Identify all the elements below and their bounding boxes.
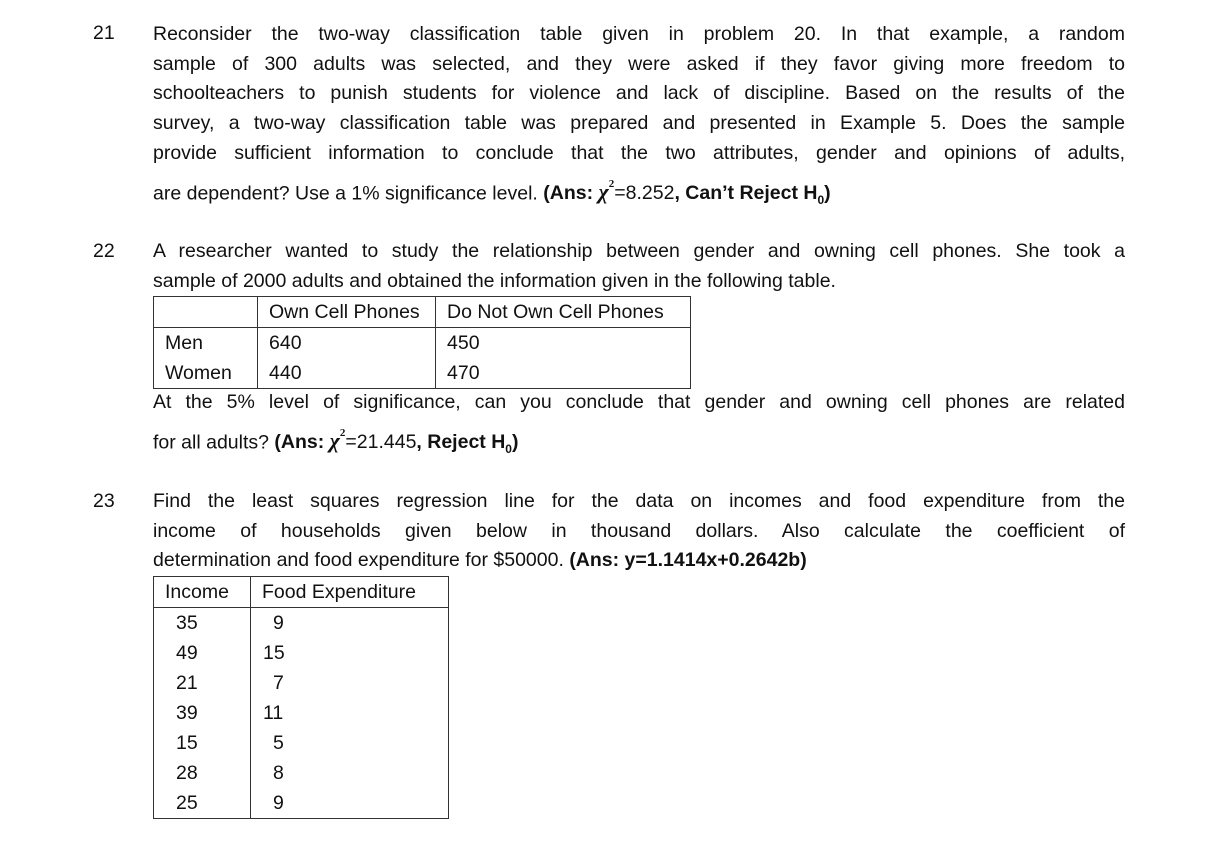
table-row bbox=[154, 638, 449, 668]
table-cell: 440 bbox=[258, 358, 436, 389]
table-row bbox=[154, 668, 449, 698]
table-row bbox=[154, 758, 449, 788]
table-cell: Men bbox=[154, 328, 258, 359]
table-header-cell: Own Cell Phones bbox=[258, 297, 436, 328]
table-row bbox=[154, 608, 449, 639]
table-header-row bbox=[154, 577, 449, 608]
income-food-table bbox=[153, 576, 449, 819]
table-cell: 15 bbox=[154, 728, 251, 758]
table-header-cell: Food Expenditure bbox=[251, 577, 449, 608]
answer-subscript: 0 bbox=[817, 192, 825, 207]
table-cell: 5 bbox=[251, 728, 449, 758]
table-cell: 11 bbox=[251, 698, 449, 728]
problem-23-line-1: Find the least squares regression line for the data on incomes and food expenditure from the bbox=[153, 490, 1125, 512]
problem-23-answer: (Ans: y=1.1414x+0.2642b) bbox=[569, 549, 807, 572]
question-text: for all adults? bbox=[153, 431, 269, 454]
problem-23-last-line: determination and food expenditure for $50000. bbox=[153, 549, 564, 572]
problem-number-22: 22 bbox=[93, 240, 115, 262]
table-cell: 35 bbox=[154, 608, 251, 639]
problem-21-line-1: Reconsider the two-way classification table given in problem 20. In that example, a random bbox=[153, 23, 1125, 45]
answer-label: (Ans: bbox=[543, 181, 594, 204]
table-cell: 9 bbox=[251, 788, 449, 819]
table-header-cell: Do Not Own Cell Phones bbox=[436, 297, 691, 328]
table-cell: Women bbox=[154, 358, 258, 389]
answer-value: =21.445 bbox=[345, 431, 417, 454]
table-cell: 21 bbox=[154, 668, 251, 698]
table-row bbox=[154, 328, 691, 359]
table-header-cell bbox=[154, 297, 258, 328]
table-cell: 39 bbox=[154, 698, 251, 728]
table-cell: 28 bbox=[154, 758, 251, 788]
problem-21-last-line: are dependent? Use a 1% significance level. bbox=[153, 181, 538, 204]
answer-subscript: 0 bbox=[505, 441, 512, 456]
problem-23-line-3 bbox=[153, 546, 1125, 576]
problem-21-line-3: schoolteachers to punish students for violence and lack of discipline. Based on the results of the bbox=[153, 82, 1125, 105]
table-cell: 49 bbox=[154, 638, 251, 668]
table-row bbox=[154, 728, 449, 758]
cell-phone-table bbox=[153, 296, 691, 389]
problem-22-question-line-2 bbox=[153, 423, 1125, 465]
table-cell: 640 bbox=[258, 328, 436, 359]
table-cell: 25 bbox=[154, 788, 251, 819]
problem-22-text bbox=[153, 237, 1125, 296]
problem-21-line-6 bbox=[153, 174, 1125, 216]
table-cell: 7 bbox=[251, 668, 449, 698]
chi-symbol: χ bbox=[598, 178, 609, 204]
table-row bbox=[154, 358, 691, 389]
table-cell: 470 bbox=[436, 358, 691, 389]
problem-number-21: 21 bbox=[93, 22, 115, 44]
table-row bbox=[154, 698, 449, 728]
chi-symbol: χ bbox=[329, 428, 340, 454]
answer-value: =8.252 bbox=[614, 181, 675, 204]
problem-23-line-2: income of households given below in thousand dollars. Also calculate the coefficient of bbox=[153, 519, 1125, 542]
problem-22-line-1: A researcher wanted to study the relationship between gender and owning cell phones. She took a bbox=[153, 240, 1125, 262]
chi-square-symbol bbox=[330, 428, 346, 453]
table-cell: 15 bbox=[251, 638, 449, 668]
table-row bbox=[154, 788, 449, 819]
problem-23-text bbox=[153, 487, 1125, 576]
table-cell: 9 bbox=[251, 608, 449, 639]
problem-21-line-5: provide sufficient information to conclude that the two attributes, gender and opinions of adults, bbox=[153, 141, 1125, 164]
answer-tail: , Can’t Reject H bbox=[674, 181, 818, 204]
problem-21-answer bbox=[543, 177, 831, 207]
problem-number-23: 23 bbox=[93, 490, 115, 512]
chi-square-symbol bbox=[599, 179, 615, 204]
problem-22-line-2: sample of 2000 adults and obtained the information given in the following table. bbox=[153, 269, 836, 292]
table-header-cell: Income bbox=[154, 577, 251, 608]
table-header-row bbox=[154, 297, 691, 328]
answer-close: ) bbox=[511, 431, 519, 454]
answer-close: ) bbox=[824, 181, 831, 204]
problem-22-question bbox=[153, 388, 1125, 465]
problem-21-line-2: sample of 300 adults was selected, and they were asked if they favor giving more freedom to bbox=[153, 52, 1125, 75]
answer-tail: , Reject H bbox=[416, 431, 506, 454]
answer-label: (Ans: bbox=[274, 431, 325, 454]
chi-exponent: 2 bbox=[608, 177, 615, 190]
problem-21-line-4: survey, a two-way classification table was prepared and presented in Example 5. Does the sample bbox=[153, 112, 1125, 135]
table-cell: 450 bbox=[436, 328, 691, 359]
table-cell: 8 bbox=[251, 758, 449, 788]
chi-exponent: 2 bbox=[339, 426, 346, 439]
problem-22-answer bbox=[274, 426, 519, 456]
problem-21-text bbox=[153, 20, 1125, 215]
problem-22-question-line-1: At the 5% level of significance, can you conclude that gender and owning cell phones are related bbox=[153, 391, 1125, 413]
